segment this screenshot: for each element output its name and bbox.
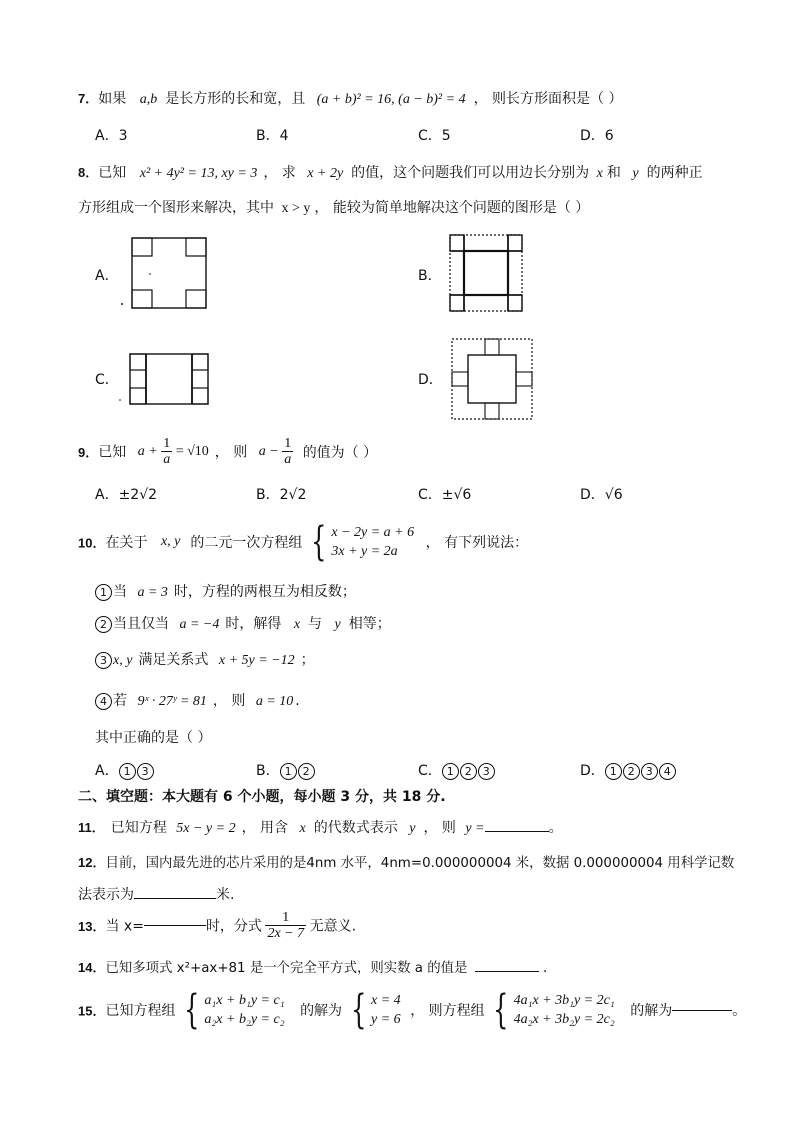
q9-option-b — [256, 484, 306, 504]
text: 当且仅当 — [113, 616, 169, 632]
question-number: 8． — [78, 165, 99, 180]
text: 已知 — [98, 444, 127, 461]
q10-option-d — [580, 760, 677, 780]
math: a = 10 — [255, 694, 294, 709]
circled-number: 3 — [137, 763, 154, 780]
question-number: 12． — [78, 855, 106, 870]
equation: x − 2y = a + 6 — [331, 525, 415, 540]
q8-option-d: D． — [418, 372, 443, 388]
text: 的二元一次方程组 — [190, 535, 303, 551]
answer-blank[interactable] — [485, 831, 549, 832]
math: a − — [258, 443, 279, 459]
math: 9ˣ · 27ʸ = 81 — [137, 694, 207, 709]
option-text: 2√2 — [279, 487, 307, 503]
statement-3 — [95, 649, 315, 669]
brace: { — [350, 987, 366, 1033]
text: 米. — [216, 887, 235, 903]
option-text: 6 — [604, 128, 614, 144]
fraction-numerator: 1 — [163, 436, 171, 451]
question-number: 11． — [78, 820, 105, 835]
option-label: A． — [95, 487, 119, 503]
option-label: A． — [95, 763, 119, 779]
text: 在关于 — [105, 535, 148, 551]
math: 5x − y = 2 — [176, 821, 236, 836]
question-8-line2 — [78, 197, 589, 217]
brace: { — [493, 987, 509, 1033]
text: 。 — [548, 820, 563, 836]
question-15 — [78, 987, 747, 1033]
figure-d — [448, 336, 536, 422]
option-label: D． — [580, 763, 605, 779]
math: a = −4 — [179, 617, 220, 632]
text: 满足关系式 — [138, 652, 209, 668]
text: ， 用含 — [241, 820, 289, 836]
fraction-numerator: 1 — [284, 436, 292, 451]
option-text: 4 — [279, 128, 289, 144]
q7-option-a — [95, 125, 128, 145]
circled-number: 1 — [280, 763, 297, 780]
text: 。 — [732, 1003, 747, 1019]
q10-option-c — [418, 760, 496, 780]
math: x, y — [113, 653, 133, 668]
fraction-denominator: 2x − 7 — [267, 926, 305, 941]
q9-option-d — [580, 484, 623, 504]
fraction — [282, 436, 293, 467]
equation: y = 6 — [371, 1012, 401, 1027]
brace: { — [310, 519, 327, 565]
text: 当 — [113, 584, 127, 600]
text: . — [542, 960, 548, 976]
option-text: 5 — [441, 128, 451, 144]
figure-b — [446, 232, 526, 314]
equation-system — [514, 991, 615, 1029]
option-label: B． — [256, 763, 280, 779]
figure-c — [118, 352, 212, 406]
math: x² + 4y² = 13, xy = 3 — [139, 166, 258, 181]
question-11 — [78, 817, 563, 837]
option-text: √6 — [604, 487, 623, 503]
q9-option-a — [95, 484, 157, 504]
text: . — [295, 693, 300, 709]
text: 的解为 — [300, 1003, 343, 1019]
text: ， 能较为简单地解决这个问题的图形是（ ） — [314, 200, 590, 216]
math: x + 2y — [307, 166, 344, 181]
answer-blank[interactable] — [475, 971, 539, 972]
section-heading: 二、填空题：本大题有 6 个小题，每小题 3 分，共 18 分. — [78, 789, 446, 805]
equation: a₁x + b₁y = c₁ — [204, 993, 285, 1008]
math: x, y — [160, 534, 181, 549]
statement-2 — [95, 613, 391, 633]
circled-number: 2 — [95, 616, 112, 633]
q10-ask: 其中正确的是（ ） — [95, 730, 212, 746]
math: y — [334, 617, 341, 632]
q7-option-b — [256, 125, 289, 145]
math: a + — [137, 443, 158, 459]
text: 的代数式表示 — [313, 820, 398, 836]
circled-number: 3 — [478, 763, 495, 780]
text: ； — [300, 652, 315, 668]
statement-1 — [95, 581, 356, 601]
solution-system — [371, 991, 401, 1029]
question-number: 14． — [78, 960, 106, 975]
question-number: 9． — [78, 445, 99, 460]
option-label: B． — [256, 128, 280, 144]
text: 无意义. — [309, 918, 357, 935]
text: 相等； — [348, 616, 391, 632]
question-number: 7． — [78, 91, 99, 106]
question-14 — [78, 957, 547, 977]
text: ， 则长方形面积是（ ） — [473, 91, 623, 107]
question-number: 15． — [78, 1003, 106, 1019]
q8-option-b: B． — [418, 268, 442, 284]
q9-option-c — [418, 484, 471, 504]
question-13 — [78, 910, 356, 941]
option-text: 3 — [118, 128, 128, 144]
circled-number: 3 — [95, 652, 112, 669]
equation-system — [331, 523, 414, 561]
q8-option-a: A． — [95, 268, 119, 284]
text: 时，方程的两根互为相反数； — [173, 584, 356, 600]
q10-option-a — [95, 760, 155, 780]
math: a,b — [139, 92, 158, 107]
option-label: C． — [418, 487, 442, 503]
circled-number: 1 — [605, 763, 622, 780]
brace: { — [184, 987, 200, 1033]
math: x — [293, 617, 301, 632]
q10-option-b — [256, 760, 316, 780]
equation: 4a₂x + 3b₂y = 2c₂ — [513, 1012, 615, 1027]
fraction-denominator: a — [163, 452, 171, 467]
text: 已知方程 — [110, 820, 167, 836]
question-12-line2 — [78, 884, 234, 904]
fraction — [265, 910, 306, 941]
math: x > y — [281, 201, 311, 216]
q8-option-c: C． — [95, 372, 119, 388]
equation: 3x + y = 2a — [331, 544, 398, 559]
option-text: ±2√2 — [118, 487, 158, 503]
question-number: 10． — [78, 535, 106, 551]
fraction-numerator: 1 — [265, 910, 306, 926]
text: ， 则方程组 — [410, 1003, 485, 1019]
option-label: A． — [95, 128, 119, 144]
math: x — [299, 821, 306, 836]
text: 已知多项式 x²+ax+81 是一个完全平方式，则实数 a 的值是 — [105, 961, 468, 976]
math: x — [596, 166, 603, 181]
option-label: C． — [418, 128, 442, 144]
question-7 — [78, 88, 622, 108]
figure-a — [120, 234, 212, 310]
circled-number: 2 — [460, 763, 477, 780]
text: 如果 — [98, 91, 127, 107]
text: ， 则 — [423, 820, 456, 836]
circled-number: 2 — [298, 763, 315, 780]
option-label: B． — [256, 487, 280, 503]
text: 目前，国内最先进的芯片采用的是4nm 水平，4nm=0.000000004 米，数据 0.000000004 用科学记数 — [105, 856, 735, 871]
text: 的值为（ ） — [302, 444, 378, 461]
text: 时，解得 — [225, 616, 282, 632]
option-text: ±√6 — [441, 487, 472, 503]
q7-option-d — [580, 125, 614, 145]
text: 法表示为 — [78, 887, 134, 903]
circled-number: 2 — [623, 763, 640, 780]
text: 和 — [606, 165, 621, 181]
q7-option-c — [418, 125, 451, 145]
math: a = 3 — [137, 585, 168, 600]
question-12 — [78, 852, 734, 872]
circled-number: 3 — [641, 763, 658, 780]
math: y = — [465, 821, 485, 836]
text: 与 — [308, 616, 323, 632]
text: 已知方程组 — [105, 1003, 176, 1019]
text: 若 — [113, 693, 127, 709]
option-label: D． — [580, 128, 605, 144]
question-10 — [78, 519, 529, 565]
text: 已知 — [98, 165, 127, 181]
question-9 — [78, 436, 377, 467]
math: y — [632, 166, 639, 181]
text: ， 有下列说法： — [425, 535, 529, 551]
statement-4 — [95, 690, 300, 710]
text: ， 则 — [214, 444, 248, 461]
equation: x = 4 — [371, 993, 401, 1008]
text: 方形组成一个图形来解决，其中 — [78, 200, 274, 216]
math: (a + b)² = 16, (a − b)² = 4 — [316, 92, 466, 107]
text: ， 求 — [263, 165, 296, 181]
text: 是长方形的长和宽，且 — [165, 91, 306, 107]
circled-number: 1 — [442, 763, 459, 780]
answer-blank[interactable] — [144, 925, 206, 926]
circled-number: 1 — [95, 584, 112, 601]
question-number: 13． — [78, 919, 106, 934]
option-label: C． — [418, 763, 442, 779]
circled-number: 4 — [95, 693, 112, 710]
text: 时，分式 — [205, 918, 262, 935]
text: 的两种正 — [646, 165, 703, 181]
text: 的值，这个问题我们可以用边长分别为 — [351, 165, 590, 181]
answer-blank[interactable] — [134, 898, 216, 899]
equation-system — [204, 991, 284, 1029]
answer-blank[interactable] — [672, 1010, 732, 1011]
option-label: D． — [580, 487, 605, 503]
equation: a₂x + b₂y = c₂ — [204, 1012, 285, 1027]
fraction — [161, 436, 172, 467]
math: y — [409, 821, 416, 836]
math: x + 5y = −12 — [218, 653, 295, 668]
circled-number: 1 — [119, 763, 136, 780]
text: 当 x= — [105, 918, 144, 935]
circled-number: 4 — [659, 763, 676, 780]
math: = √10 — [175, 443, 209, 459]
equation: 4a₁x + 3b₁y = 2c₁ — [513, 993, 615, 1008]
fraction-denominator: a — [284, 452, 292, 467]
text: ， 则 — [212, 693, 246, 709]
question-8 — [78, 162, 703, 182]
text: 的解为 — [630, 1003, 673, 1019]
